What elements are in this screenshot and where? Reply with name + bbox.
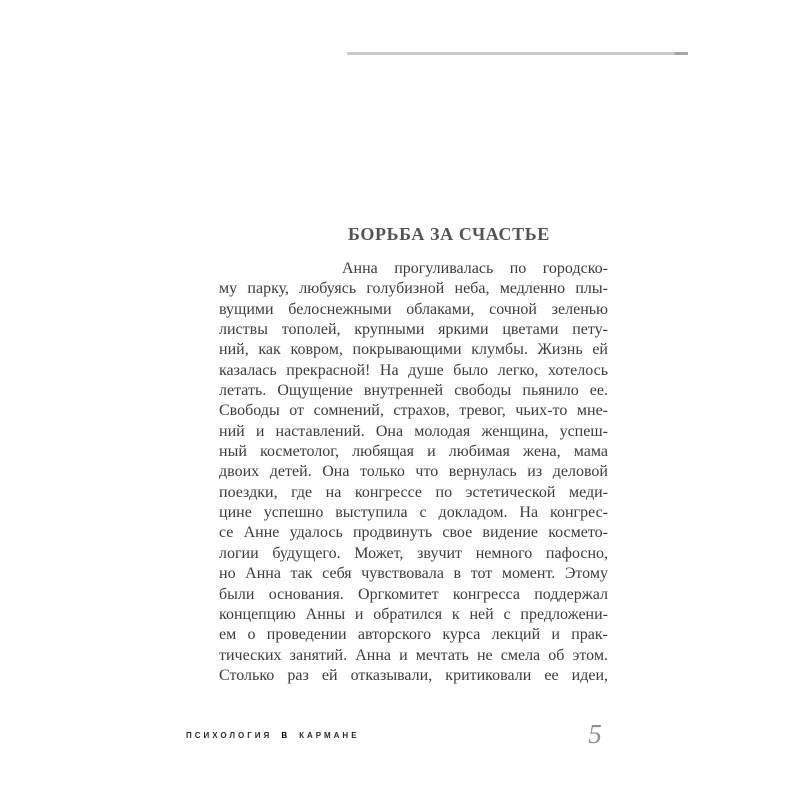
paragraph-line: ний и наставлений. Она молодая женщина, успеш-: [219, 422, 608, 440]
paragraph-line: му парку, любуясь голубизной неба, медленно плы-: [219, 280, 608, 298]
paragraph-line: летать. Ощущение внутренней свободы пьянило ее.: [219, 382, 608, 400]
footer-series-word-3: КАРМАНЕ: [299, 731, 360, 740]
body-paragraph: [219, 259, 608, 686]
paragraph-line: Анна прогуливалась по городско-: [342, 260, 608, 277]
footer-series-word-2: В: [281, 731, 291, 740]
paragraph-line: Столько раз ей отказывали, критиковали ее идеи,: [219, 666, 608, 684]
paragraph-line: но Анна так себя чувствовала в тот момент. Этому: [219, 565, 608, 583]
book-edge-line: [347, 52, 688, 55]
paragraph-line: Свободы от сомнений, страхов, тревог, чьих-то мне-: [219, 402, 608, 420]
paragraph-line: двоих детей. Она только что вернулась из деловой: [219, 463, 608, 481]
footer-series-title: [186, 731, 360, 740]
paragraph-line: ный косметолог, любящая и любимая жена, мама: [219, 443, 608, 461]
paragraph-line: листвы тополей, крупными яркими цветами пету-: [219, 321, 608, 339]
footer-series-word-1: ПСИХОЛОГИЯ: [186, 731, 273, 740]
paragraph-line: се Анне удалось продвинуть свое видение космето-: [219, 524, 608, 542]
page-number: 5: [588, 719, 602, 749]
paragraph-line: были основания. Оргкомитет конгресса поддержал: [219, 585, 608, 603]
paragraph-line: поездки, где на конгрессе по эстетической меди-: [219, 483, 608, 501]
paragraph-line: тических занятий. Анна и мечтать не смела об этом.: [219, 646, 608, 664]
chapter-title: БОРЬБА ЗА СЧАСТЬЕ: [348, 224, 550, 244]
paragraph-line: казалась прекрасной! На душе было легко, хотелось: [219, 361, 608, 379]
paragraph-line: ний, как ковром, покрывающими клумбы. Жизнь ей: [219, 341, 608, 359]
paragraph-line: логии будущего. Может, звучит немного пафосно,: [219, 544, 608, 562]
paragraph-line: вущими белоснежными облаками, сочной зеленью: [219, 300, 608, 318]
paragraph-line: цине успешно выступила с докладом. На конгрес-: [219, 504, 608, 522]
paragraph-line: концепцию Анны и обратился к ней с предложени-: [219, 605, 608, 623]
paragraph-line: ем о проведении авторского курса лекций и прак-: [219, 626, 608, 644]
